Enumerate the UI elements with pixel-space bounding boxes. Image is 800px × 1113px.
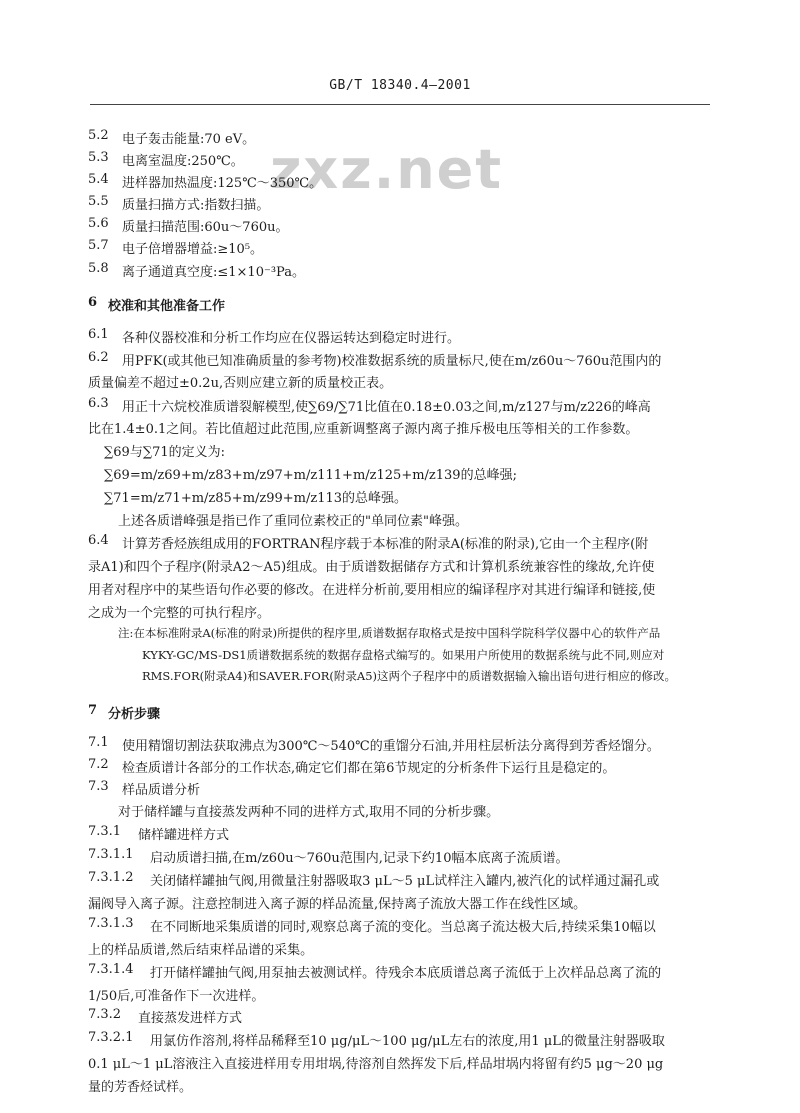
- clause-number: 6.1: [88, 327, 109, 342]
- clause-text: 用氯仿作溶剂,将样品稀释至10 μg/μL～100 μg/μL左右的浓度,用1 μL的微量注射器吸取: [150, 1034, 665, 1049]
- header-rule: [90, 104, 710, 105]
- clause-text: 样品质谱分析: [122, 783, 201, 798]
- clause-text: KYKY-GC/MS-DS1质谱数据系统的数据存盘格式编写的。如果用户所使用的数据系统与此不同,则应对: [142, 648, 665, 662]
- clause-number: 5.2: [88, 128, 109, 143]
- clause-text: ∑69=m/z69+m/z83+m/z97+m/z111+m/z125+m/z139的总峰强;: [104, 468, 517, 483]
- clause-text: 使用精馏切割法获取沸点为300℃～540℃的重馏分石油,并用柱层析法分离得到芳香烃馏分。: [122, 739, 660, 754]
- text-line: [88, 533, 649, 552]
- clause-text: 用PFK(或其他已知准确质量的参考物)校准数据系统的质量标尺,使在m/z60u～760u范围内的: [122, 354, 662, 369]
- clause-text: 质量扫描范围:60u～760u。: [122, 220, 289, 235]
- text-line: [88, 261, 305, 280]
- clause-text: 质量扫描方式:指数扫描。: [122, 198, 270, 213]
- text-line: [88, 962, 662, 981]
- clause-text: 各种仪器校准和分析工作均应在仪器运转达到稳定时进行。: [122, 331, 461, 346]
- clause-text: 1/50后,可准备作下一次进样。: [88, 989, 265, 1004]
- clause-text: 用正十六烷校准质谱裂解模型,使∑69/∑71比值在0.18±0.03之间,m/z127与m/z226的峰高: [122, 400, 651, 415]
- clause-number: 7.3.2: [88, 1007, 122, 1022]
- clause-text: 在不同断地采集质谱的同时,观察总离子流的变化。当总离子流达极大后,持续采集10幅以: [150, 920, 656, 935]
- text-line: [88, 847, 569, 866]
- clause-number: 7.2: [88, 757, 109, 772]
- text-line: [88, 327, 461, 346]
- page-header: GB/T 18340.4—2001: [329, 78, 471, 93]
- clause-text: 电子轰击能量:70 eV。: [122, 132, 256, 147]
- clause-text: 质量偏差不超过±0.2u,否则应建立新的质量校正表。: [88, 376, 393, 391]
- text-line: [88, 350, 662, 369]
- clause-text: 校准和其他准备工作: [108, 299, 226, 314]
- clause-text: 检查质谱计各部分的工作状态,确定它们都在第6节规定的分析条件下运行且是稳定的。: [122, 761, 616, 776]
- clause-text: 直接蒸发进样方式: [138, 1011, 243, 1026]
- clause-number: 7.3.2.1: [88, 1030, 134, 1045]
- clause-text: 用者对程序中的某些语句作必要的修改。在进样分析前,要用相应的编译程序对其进行编译和链接,使: [88, 583, 656, 598]
- text-line: [88, 194, 270, 213]
- clause-number: 7.1: [88, 735, 109, 750]
- clause-number: 5.8: [88, 261, 109, 276]
- text-line: [88, 1030, 665, 1049]
- clause-number: 5.6: [88, 216, 109, 231]
- clause-number: 6.2: [88, 350, 109, 365]
- clause-text: 储样罐进样方式: [138, 828, 230, 843]
- section-heading: [88, 703, 161, 722]
- clause-number: 5.7: [88, 238, 109, 253]
- text-line: [88, 735, 660, 754]
- section-heading: [88, 295, 226, 314]
- clause-number: 5.5: [88, 194, 109, 209]
- clause-text: RMS.FOR(附录A4)和SAVER.FOR(附录A5)这两个子程序中的质谱数据输入输出语句进行相应的修改。: [142, 669, 676, 683]
- text-line: [88, 824, 230, 843]
- clause-text: 录A1)和四个子程序(附录A2～A5)组成。由于质谱数据储存方式和计算机系统兼容性的缘故,允许使: [88, 560, 655, 575]
- clause-number: 5.4: [88, 172, 109, 187]
- clause-text: 之成为一个完整的可执行程序。: [88, 606, 271, 621]
- clause-text: 注:在本标准附录A(标准的附录)所提供的程序里,质谱数据存取格式是按中国科学院科学仪器中心的软件产品: [118, 626, 661, 640]
- clause-text: 计算芳香烃族组成用的FORTRAN程序载于本标准的附录A(标准的附录),它由一个主程序(附: [122, 537, 649, 552]
- clause-number: 7.3: [88, 779, 109, 794]
- clause-text: 0.1 μL～1 μL溶液注入直接进样用专用坩埚,待溶剂自然挥发下后,样品坩埚内将留有约5 μg～20 μg: [88, 1057, 664, 1072]
- clause-text: 进样器加热温度:125℃～350℃。: [122, 176, 323, 191]
- text-line: [88, 150, 244, 169]
- clause-number: 7.3.1.2: [88, 870, 134, 885]
- text-line: [88, 870, 660, 889]
- clause-number: 7.3.1.4: [88, 962, 134, 977]
- text-line: [88, 757, 616, 776]
- text-line: [88, 396, 651, 415]
- clause-number: 6: [88, 295, 98, 310]
- clause-text: 离子通道真空度:≤1×10⁻³Pa。: [122, 265, 305, 280]
- text-line: [88, 238, 264, 257]
- text-line: [88, 779, 201, 798]
- text-line: [88, 916, 656, 935]
- clause-text: 上的样品质谱,然后结束样品谱的采集。: [88, 943, 314, 958]
- clause-number: 7.3.1.3: [88, 916, 134, 931]
- text-line: [88, 172, 323, 191]
- clause-number: 7.3.1: [88, 824, 122, 839]
- clause-text: 打开储样罐抽气阀,用泵抽去被测试样。待残余本底质谱总离子流低于上次样品总离了流的: [150, 966, 662, 981]
- text-line: [88, 128, 256, 147]
- clause-number: 5.3: [88, 150, 109, 165]
- clause-number: 6.3: [88, 396, 109, 411]
- clause-text: 启动质谱扫描,在m/z60u～760u范围内,记录下约10幅本底离子流质谱。: [150, 851, 569, 866]
- clause-text: 电子倍增器增益:≥10⁵。: [122, 242, 264, 257]
- clause-text: 漏阀导入离子源。注意控制进入离子源的样品流量,保持离子流放大器工作在线性区域。: [88, 897, 587, 912]
- clause-text: 分析步骤: [108, 707, 161, 722]
- clause-text: 关闭储样罐抽气阀,用微量注射器吸取3 μL～5 μL试样注入罐内,被汽化的试样通过漏孔或: [150, 874, 660, 889]
- clause-text: 对于储样罐与直接蒸发两种不同的进样方式,取用不同的分析步骤。: [118, 805, 500, 820]
- text-line: [88, 1007, 243, 1026]
- clause-text: 电离室温度:250℃。: [122, 154, 244, 169]
- clause-number: 7.3.1.1: [88, 847, 134, 862]
- clause-text: 比在1.4±0.1之间。若比值超过此范围,应重新调整离子源内离子推斥极电压等相关的工作参数。: [88, 422, 639, 437]
- clause-number: 7: [88, 703, 98, 718]
- clause-text: ∑69与∑71的定义为:: [104, 445, 226, 460]
- clause-text: 上述各质谱峰强是指已作了重同位素校正的"单同位素"峰强。: [118, 514, 468, 529]
- clause-number: 6.4: [88, 533, 109, 548]
- watermark: zxz.net: [270, 138, 504, 201]
- clause-text: ∑71=m/z71+m/z85+m/z99+m/z113的总峰强。: [104, 491, 408, 506]
- clause-text: 量的芳香烃试样。: [88, 1080, 193, 1095]
- text-line: [88, 216, 289, 235]
